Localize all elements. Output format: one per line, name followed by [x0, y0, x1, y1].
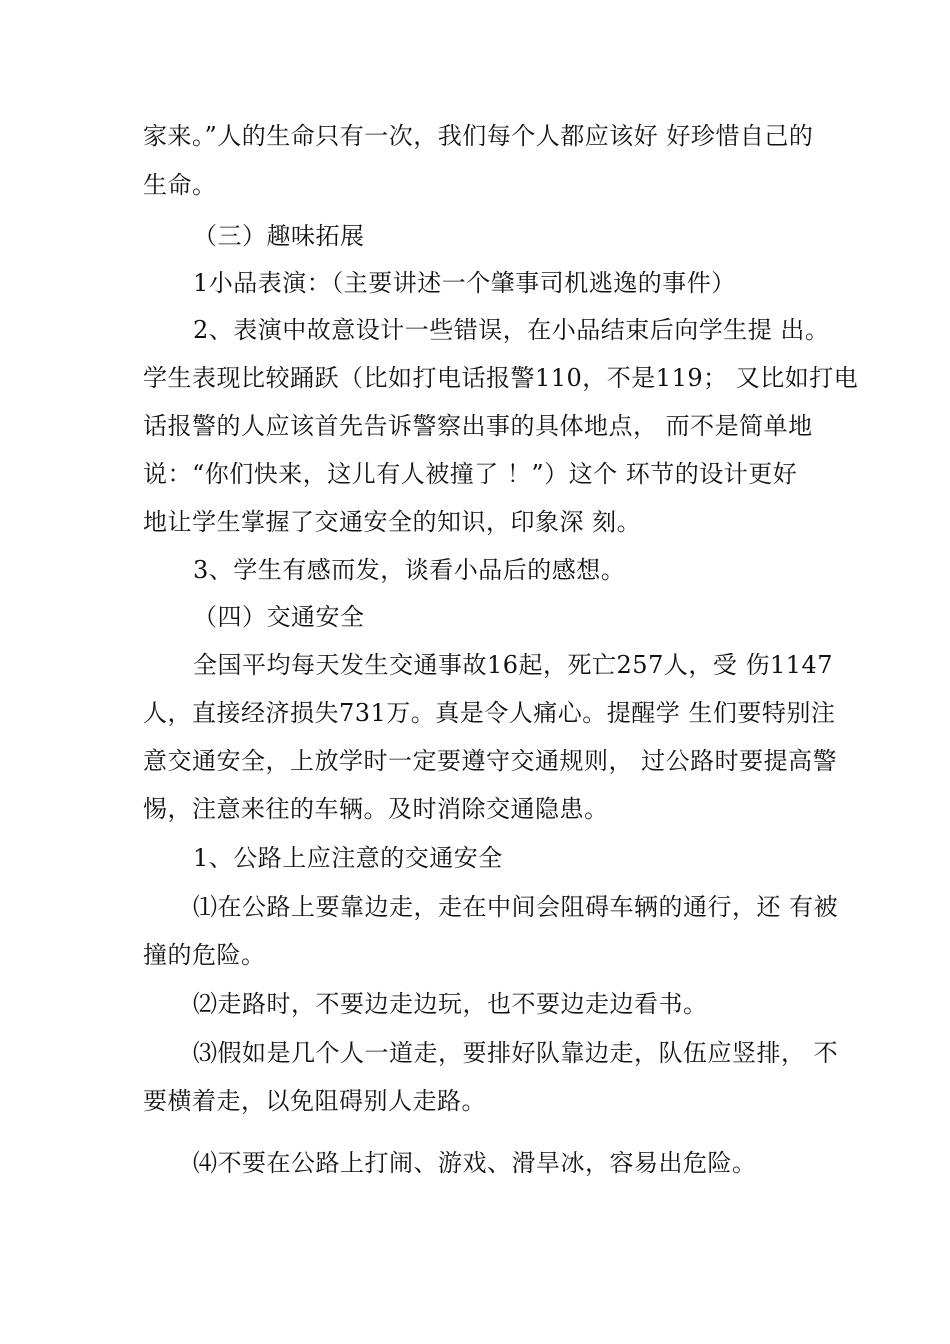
- text-line: 话报警的人应该首先告诉警察出事的具体地点， 而不是简单地: [143, 412, 813, 440]
- text-line: 3、学生有感而发，谈看小品后的感想。: [193, 556, 626, 584]
- text-line: 惕，注意来往的车辆。及时消除交通隐患。: [143, 795, 609, 823]
- section-heading: （三）趣味拓展: [193, 222, 365, 250]
- text-line: 意交通安全，上放学时一定要遵守交通规则， 过公路时要提高警: [143, 747, 838, 775]
- text-line: ⑵走路时，不要边走边玩，也不要边走边看书。: [193, 990, 708, 1018]
- text-line: 人，直接经济损失731万。真是令人痛心。提醒学 生们要特别注: [143, 699, 836, 727]
- text-line: 2、表演中故意设计一些错误，在小品结束后向学生提 出。: [193, 316, 830, 344]
- text-line: 全国平均每天发生交通事故16起，死亡257人，受 伤1147: [193, 651, 834, 679]
- text-line: 说：“你们快来，这儿有人被撞了 ！”）这个 环节的设计更好: [143, 460, 798, 488]
- text-line: 生命。: [143, 171, 217, 199]
- text-line: 地让学生掌握了交通安全的知识，印象深 刻。: [143, 508, 642, 536]
- text-line: 要横着走，以免阻碍别人走路。: [143, 1087, 486, 1115]
- text-line: ⑷不要在公路上打闹、游戏、滑旱冰，容易出危险。: [193, 1149, 757, 1177]
- text-line: ⑶假如是几个人一道走，要排好队靠边走，队伍应竖排， 不: [193, 1039, 839, 1067]
- text-line: ⑴在公路上要靠边走，走在中间会阻碍车辆的通行，还 有被: [193, 893, 839, 921]
- text-line: 学生表现比较踊跃（比如打电话报警110，不是119； 又比如打电: [143, 364, 859, 392]
- text-line: 撞的危险。: [143, 941, 266, 969]
- section-heading: （四）交通安全: [193, 603, 365, 631]
- text-line: 家来。”人的生命只有一次，我们每个人都应该好 好珍惜自己的: [143, 122, 814, 150]
- text-line: 1小品表演：（主要讲述一个肇事司机逃逸的事件）: [193, 269, 736, 297]
- subsection-heading: 1、公路上应注意的交通安全: [193, 844, 503, 872]
